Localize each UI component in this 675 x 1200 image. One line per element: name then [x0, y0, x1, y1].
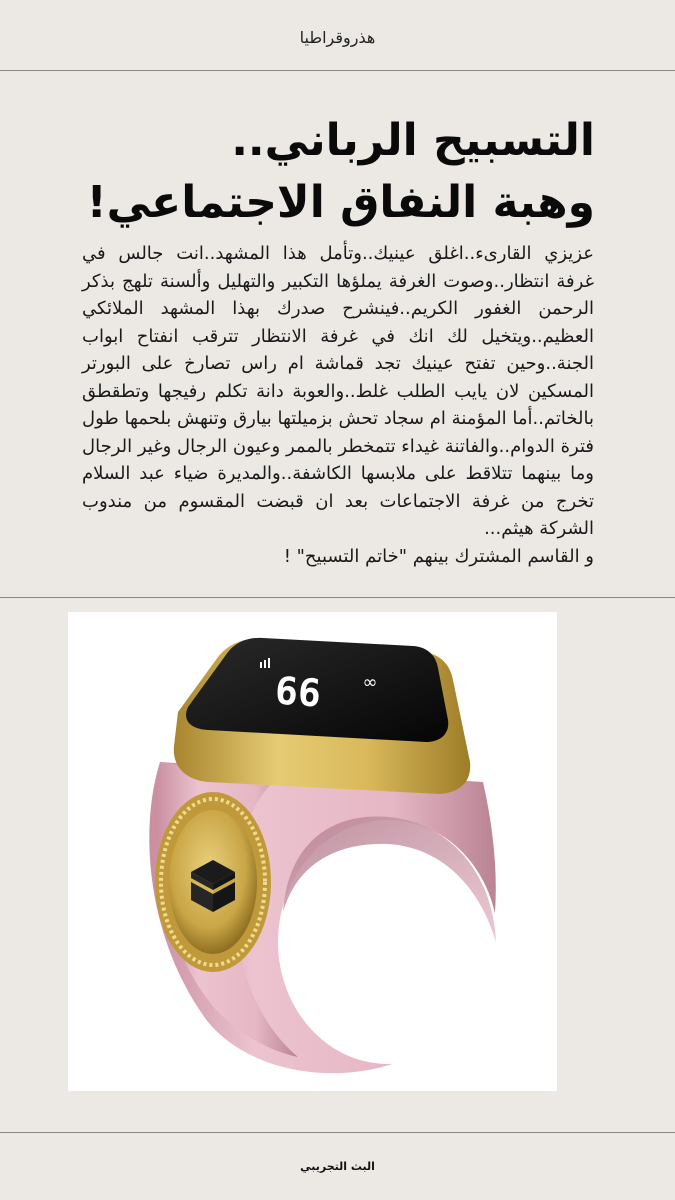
article-title — [60, 110, 595, 234]
header-label: هذروقراطيا — [299, 28, 376, 47]
kaaba-badge — [155, 792, 271, 972]
title-line-2: وهبة النفاق الاجتماعي! — [86, 177, 595, 228]
smart-ring-illustration — [68, 612, 557, 1091]
ring-count-display: 66 — [273, 668, 323, 716]
tasbeeh-ring-photo — [68, 612, 557, 1091]
paragraph-1: عزيزي القارىء..اغلق عينيك..وتأمل هذا المشهد..انت جالس في غرفة انتظار..وصوت الغرفة يملؤها التكبير والتهليل وألسنة تلهج بذكر الرحمن الغفور الكريم..فينشرح صدرك بهذا المشهد الملائكي العظيم..ويتخيل لك انك في غرفة الانتظار تترقب انفتاح ابواب الجنة..وحين تفتح عينيك تجد قماشة ام راس تصارخ على البورتر المسكين لان يايب الطلب غلط..والعوبة دانة تكلم رفيجها وتطقطق بالخاتم..أما المؤمنة ام سجاد تحش بزميلتها بيارق وتنهش بلحمها طول فترة الدوام..والفاتنة غيداء تتمخطر بالممر وعيون الرجال وغير الرجال وما بينهما تتلاقط على ملابسها الكاشفة..والمديرة ضياء عبد السلام تخرج من غرفة الاجتماعات بعد ان قبضت المقسوم من مندوب الشركة هيثم... — [82, 243, 594, 539]
infinity-icon: ∞ — [362, 672, 378, 693]
footer-label: البث التجريبي — [300, 1160, 375, 1173]
title-line-1: التسبيح الرباني.. — [231, 115, 595, 166]
bottom-divider — [0, 1132, 675, 1133]
middle-divider — [0, 597, 675, 598]
top-divider — [0, 70, 675, 71]
article-body — [82, 240, 594, 570]
paragraph-2: و القاسم المشترك بينهم "خاتم التسبيح" ! — [283, 545, 594, 567]
